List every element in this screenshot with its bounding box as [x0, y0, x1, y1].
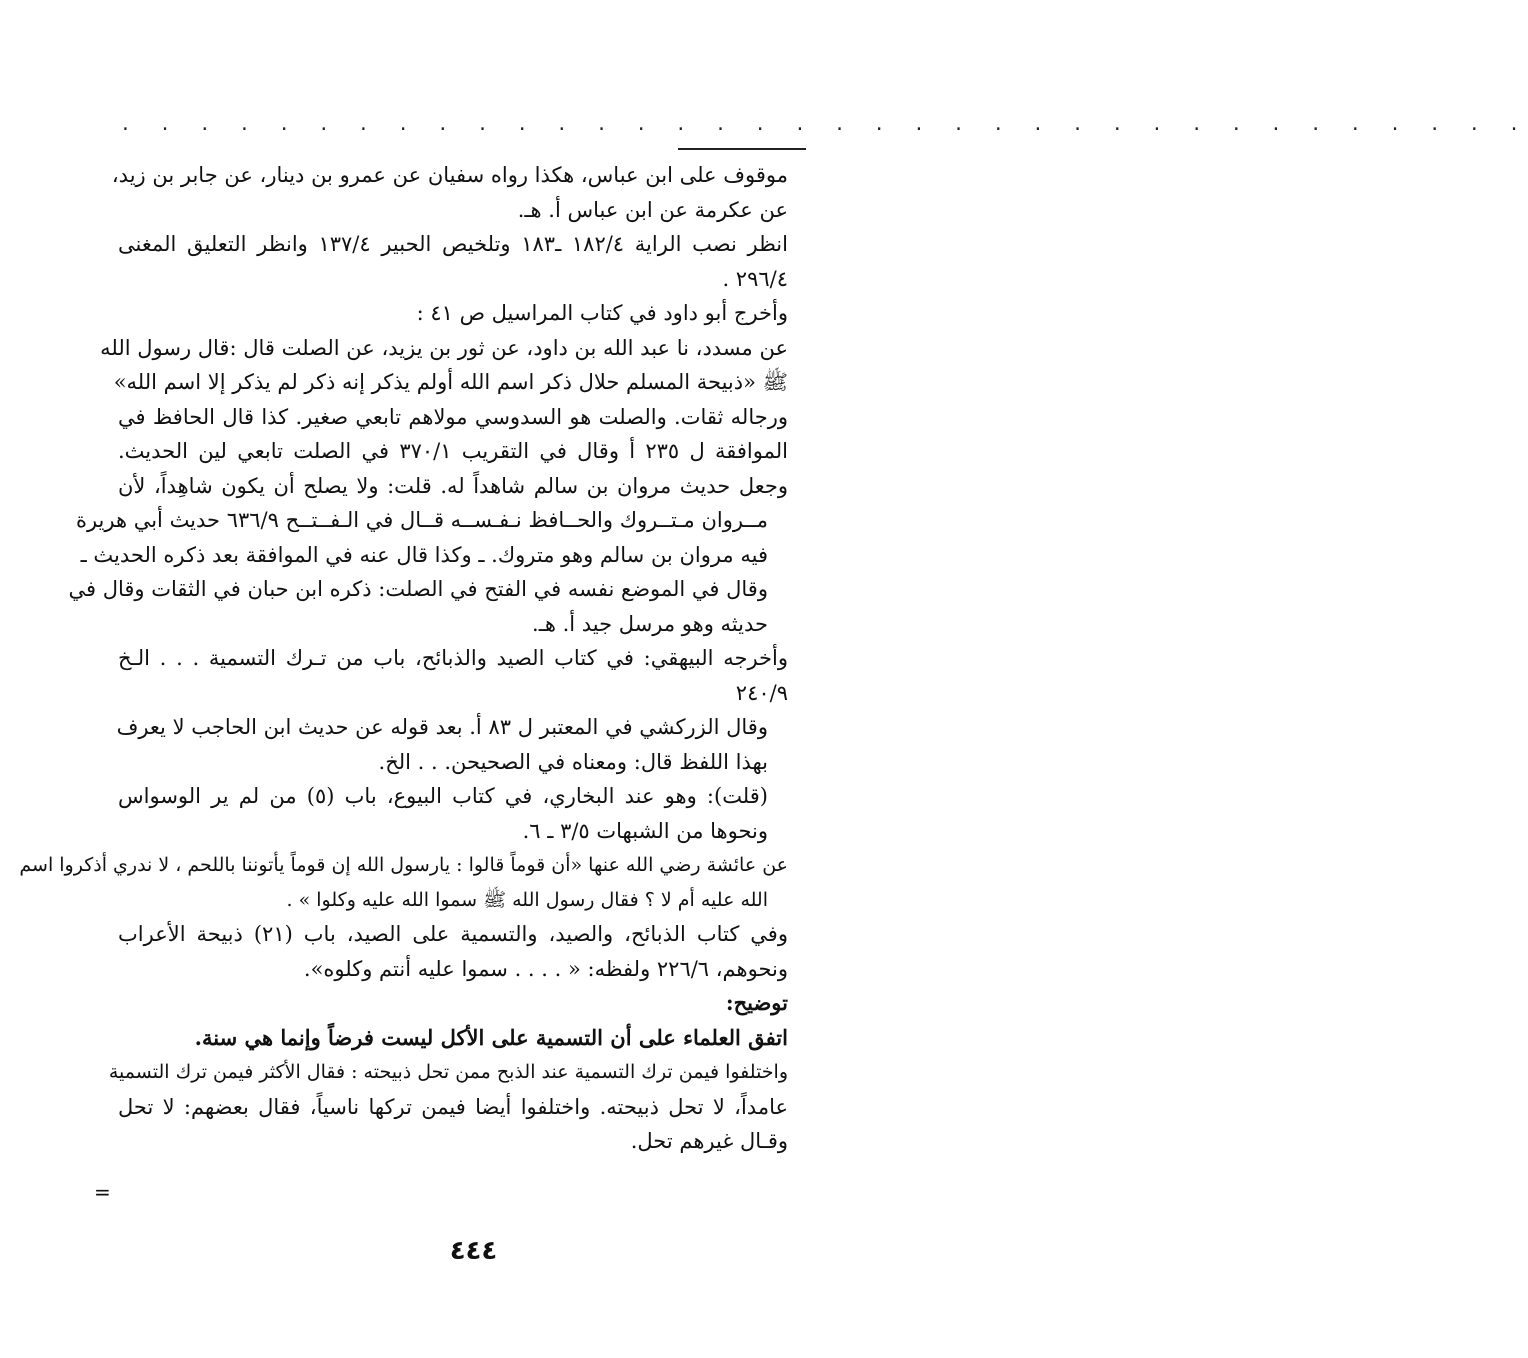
text-line: عن عائشة رضي الله عنها «أن قوماً قالوا : يارسول الله إن قوماً يأتوننا باللحم ، لا ندري أذكروا اسم	[19, 854, 788, 876]
text-line: بهذا اللفظ قال: ومعناه في الصحيحن. . . الخ.	[378, 749, 768, 774]
text-line: ونحوهم، ٢٢٦/٦ ولفظه: « . . . . سموا عليه أنتم وكلوه».	[303, 956, 788, 981]
text-line: اتفق العلماء على أن التسمية على الأكل ليست فرضاً وإنما هي سنة.	[194, 1024, 788, 1050]
text-line: وأخرجه البيهقي: في كتاب الصيد والذبائح، باب من تـرك التسمية . . . الـخ	[118, 646, 788, 670]
separator-dots: . . . . . . . . . . . . . . . . . . . . . . . . . . . . . . . . . . . .	[120, 114, 1528, 135]
text-line: ٢٤٠/٩	[735, 680, 788, 705]
text-line: وأخرج أبو داود في كتاب المراسيل ص ٤١ :	[416, 301, 788, 325]
text-line: (قلت): وهو عند البخاري، في كتاب البيوع، باب (٥) من لم ير الوسواس	[118, 784, 768, 808]
text-line: واختلفوا فيمن ترك التسمية عند الذبح ممن تحل ذبيحته : فقال الأكثر فيمن ترك التسمية	[108, 1061, 788, 1083]
text-line: ٢٩٦/٤ .	[722, 266, 788, 291]
text-line: حديثه وهو مرسل جيد أ. هـ.	[532, 611, 768, 636]
text-line: وقـال غيرهم تحل.	[630, 1129, 788, 1153]
footnote-text-block	[19, 158, 788, 1159]
text-line: موقوف على ابن عباس، هكذا رواه سفيان عن عمرو بن دينار، عن جابر بن زيد،	[111, 163, 788, 187]
text-line: وجعل حديث مروان بن سالم شاهداً له. قلت: ولا يصلح أن يكون شاهِداً، لأن	[118, 473, 788, 498]
text-line: وفي كتاب الذبائح، والصيد، والتسمية على الصيد، باب (٢١) ذبيحة الأعراب	[118, 922, 788, 946]
text-line: عن عكرمة عن ابن عباس أ. هـ.	[517, 197, 788, 222]
text-line: الله عليه أم لا ؟ فقال رسول الله ﷺ سموا الله عليه وكلوا » .	[286, 888, 768, 911]
text-line: انظر نصب الراية ١٨٢/٤ ـ١٨٣ وتلخيص الحبير ١٣٧/٤ وانظر التعليق المغنى	[118, 232, 788, 256]
section-heading: توضيح:	[725, 990, 788, 1015]
text-line: عامداً، لا تحل ذبيحته. واختلفوا أيضا فيمن تركها ناسياً، فقال بعضهم: لا تحل	[118, 1094, 788, 1119]
text-line: ونحوها من الشبهات ٣/٥ ـ ٦.	[522, 818, 768, 843]
text-line: الموافقة ل ٢٣٥ أ وقال في التقريب ٣٧٠/١ في الصلت تابعي لين الحديث.	[118, 439, 788, 463]
margin-mark: =	[94, 1180, 111, 1204]
text-line: وقال الزركشي في المعتبر ل ٨٣ أ. بعد قوله عن حديث ابن الحاجب لا يعرف	[116, 715, 768, 739]
text-line: فيه مروان بن سالم وهو متروك. ـ وكذا قال عنه في الموافقة بعد ذكره الحديث ـ	[80, 542, 768, 567]
text-line: ﷺ «ذبيحة المسلم حلال ذكر اسم الله أولم يذكر إنه ذكر لم يذكر إلا اسم الله»	[113, 370, 788, 394]
page-number: ٤٤٤	[449, 1236, 498, 1266]
text-line: ورجاله ثقات. والصلت هو السدوسي مولاهم تابعي صغير. كذا قال الحافظ في	[118, 404, 788, 429]
footnote-rule	[678, 148, 806, 150]
text-line: عن مسدد، نا عبد الله بن داود، عن ثور بن يزيد، عن الصلت قال :قال رسول الله	[100, 335, 788, 360]
text-line: وقال في الموضع نفسه في الفتح في الصلت: ذكره ابن حبان في الثقات وقال في	[68, 577, 768, 601]
text-line: مــروان مـتــروك والحــافظ نـفـســه قــال في الـفــتــح ٦٣٦/٩ حديث أبي هريرة	[75, 508, 768, 532]
